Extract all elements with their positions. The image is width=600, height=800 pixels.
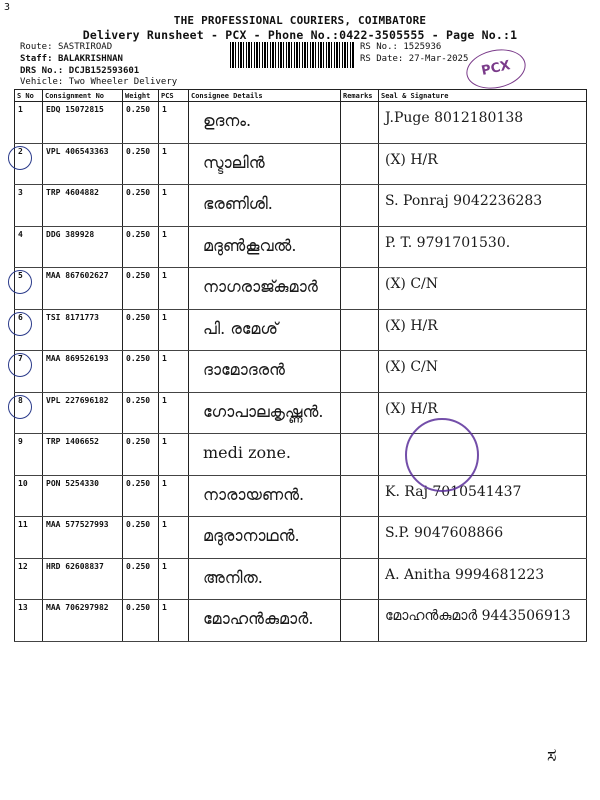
vehicle-label: Vehicle: — [20, 77, 64, 87]
consignee-handwriting: മോഹൻകുമാർ. — [203, 609, 314, 628]
drs-label: DRS No.: — [20, 66, 64, 76]
runsheet-table — [14, 89, 587, 642]
col-weight: Weight — [123, 90, 159, 102]
page-note: ಸ — [547, 745, 557, 766]
cell-weight: 0.250 — [123, 226, 159, 268]
cell-weight: 0.250 — [123, 309, 159, 351]
vehicle-line — [20, 77, 177, 88]
cell-pcs: 1 — [159, 475, 189, 517]
cell-consignee — [189, 434, 341, 476]
cell-sno: 3 — [15, 185, 43, 227]
table-row — [15, 143, 587, 185]
staff-value: BALAKRISHNAN — [57, 54, 123, 64]
seal-stamp — [405, 418, 479, 492]
cell-remarks — [341, 185, 379, 227]
signature-handwriting: S.P. 9047608866 — [385, 525, 504, 541]
cell-sno: 1 — [15, 102, 43, 144]
consignee-handwriting: മദുൺകൂവൽ. — [203, 235, 297, 255]
cell-signature — [379, 600, 587, 642]
cell-weight: 0.250 — [123, 143, 159, 185]
cell-remarks — [341, 102, 379, 144]
consignee-handwriting: അനിത. — [203, 567, 263, 587]
circled-number-mark — [8, 270, 32, 294]
rs-date-value: 27-Mar-2025 — [408, 54, 469, 64]
consignee-handwriting: ദാമോദരൻ — [203, 360, 285, 379]
cell-remarks — [341, 351, 379, 393]
cell-consignee — [189, 185, 341, 227]
consignee-handwriting: മദുരാനാഥൻ. — [203, 526, 300, 545]
col-remarks: Remarks — [341, 90, 379, 102]
cell-remarks — [341, 268, 379, 310]
cell-signature — [379, 143, 587, 185]
cell-remarks — [341, 517, 379, 559]
cell-consignment: MAA 577527993 — [43, 517, 123, 559]
cell-consignment: TRP 1406652 — [43, 434, 123, 476]
cell-remarks — [341, 143, 379, 185]
cell-consignee — [189, 268, 341, 310]
cell-sno: 13 — [15, 600, 43, 642]
cell-consignee — [189, 226, 341, 268]
table-row — [15, 268, 587, 310]
cell-consignee — [189, 143, 341, 185]
route-label: Route: — [20, 42, 53, 52]
cell-weight: 0.250 — [123, 351, 159, 393]
route-value: SASTRIROAD — [57, 42, 113, 52]
cell-consignment: VPL 227696182 — [43, 392, 123, 434]
cell-signature — [379, 351, 587, 393]
consignee-handwriting: ഉദനം. — [203, 111, 252, 130]
cell-consignment: PON 5254330 — [43, 475, 123, 517]
col-pcs: PCS — [159, 90, 189, 102]
col-sno: S No — [15, 90, 43, 102]
cell-signature — [379, 517, 587, 559]
consignee-handwriting: പി. രമേശ് — [203, 318, 278, 338]
cell-signature — [379, 102, 587, 144]
cell-consignee — [189, 600, 341, 642]
table-row — [15, 102, 587, 144]
cell-signature — [379, 226, 587, 268]
signature-handwriting: S. Ponraj 9042236283 — [385, 193, 543, 209]
signature-handwriting: (X) H/R — [385, 151, 438, 168]
cell-weight: 0.250 — [123, 102, 159, 144]
consignee-handwriting: നാരായണൻ. — [203, 484, 305, 504]
cell-sno: 10 — [15, 475, 43, 517]
cell-signature — [379, 558, 587, 600]
staff-line — [20, 54, 123, 65]
runsheet-subtitle: Delivery Runsheet - PCX - Phone No.:0422-3505555 - Page No.:1 — [82, 28, 518, 42]
cell-consignee — [189, 558, 341, 600]
cell-sno: 8 — [15, 392, 43, 434]
cell-signature — [379, 309, 587, 351]
table-row — [15, 600, 587, 642]
cell-sno: 4 — [15, 226, 43, 268]
rs-date-label: RS Date: — [360, 54, 404, 64]
consignee-handwriting: ഭരണിശി. — [203, 194, 273, 213]
cell-consignee — [189, 309, 341, 351]
cell-consignment: MAA 869526193 — [43, 351, 123, 393]
cell-remarks — [341, 434, 379, 476]
col-consignee: Consignee Details — [189, 90, 341, 102]
table-row — [15, 558, 587, 600]
cell-signature — [379, 475, 587, 517]
circled-number-mark — [8, 146, 32, 170]
consignee-handwriting: സ്ടാലിൻ — [203, 152, 265, 172]
cell-consignment: DDG 389928 — [43, 226, 123, 268]
cell-pcs: 1 — [159, 558, 189, 600]
cell-consignee — [189, 475, 341, 517]
cell-consignee — [189, 517, 341, 559]
consignee-handwriting: medi zone. — [203, 443, 292, 462]
route-line — [20, 42, 112, 53]
cell-consignee — [189, 102, 341, 144]
cell-pcs: 1 — [159, 185, 189, 227]
signature-handwriting: J.Puge 8012180138 — [385, 110, 524, 126]
cell-sno: 5 — [15, 268, 43, 310]
circled-number-mark — [8, 353, 32, 377]
signature-handwriting: (X) H/R — [385, 317, 438, 334]
signature-handwriting: K. Raj 7010541437 — [385, 483, 522, 500]
table-row — [15, 226, 587, 268]
cell-pcs: 1 — [159, 392, 189, 434]
signature-handwriting: മോഹൻകുമാർ 9443506913 — [385, 608, 571, 624]
table-header-row — [15, 90, 587, 102]
cell-sno: 9 — [15, 434, 43, 476]
vehicle-value: Two Wheeler Delivery — [68, 77, 178, 87]
cell-signature — [379, 268, 587, 310]
cell-remarks — [341, 600, 379, 642]
cell-weight: 0.250 — [123, 600, 159, 642]
signature-handwriting: A. Anitha 9994681223 — [385, 566, 545, 583]
cell-consignment: VPL 406543363 — [43, 143, 123, 185]
cell-consignment: HRD 62608837 — [43, 558, 123, 600]
table-row — [15, 185, 587, 227]
cell-consignee — [189, 392, 341, 434]
cell-pcs: 1 — [159, 143, 189, 185]
cell-weight: 0.250 — [123, 558, 159, 600]
table-row — [15, 517, 587, 559]
cell-signature — [379, 185, 587, 227]
rs-no-value: 1525936 — [403, 42, 442, 52]
cell-pcs: 1 — [159, 517, 189, 559]
company-title: THE PROFESSIONAL COURIERS, COIMBATORE — [173, 14, 427, 27]
cell-pcs: 1 — [159, 102, 189, 144]
cell-sno: 6 — [15, 309, 43, 351]
cell-pcs: 1 — [159, 600, 189, 642]
cell-consignment: MAA 867602627 — [43, 268, 123, 310]
table-row — [15, 309, 587, 351]
cell-consignee — [189, 351, 341, 393]
cell-remarks — [341, 309, 379, 351]
signature-handwriting: (X) H/R — [385, 400, 438, 417]
cell-remarks — [341, 475, 379, 517]
cell-sno: 12 — [15, 558, 43, 600]
cell-weight: 0.250 — [123, 185, 159, 227]
staff-label: Staff: — [20, 54, 53, 64]
table-row — [15, 392, 587, 434]
table-row — [15, 351, 587, 393]
cell-remarks — [341, 392, 379, 434]
circled-number-mark — [8, 312, 32, 336]
cell-weight: 0.250 — [123, 392, 159, 434]
signature-handwriting: (X) C/N — [385, 359, 439, 375]
corner-mark: 3 — [4, 2, 11, 13]
cell-weight: 0.250 — [123, 434, 159, 476]
drs-value: DCJB152593601 — [68, 66, 140, 76]
cell-sno: 2 — [15, 143, 43, 185]
cell-weight: 0.250 — [123, 475, 159, 517]
cell-sno: 11 — [15, 517, 43, 559]
signature-handwriting: P. T. 9791701530. — [385, 234, 511, 251]
cell-pcs: 1 — [159, 434, 189, 476]
barcode — [230, 42, 354, 68]
cell-sno: 7 — [15, 351, 43, 393]
rs-date-line — [360, 54, 468, 65]
cell-remarks — [341, 558, 379, 600]
cell-remarks — [341, 226, 379, 268]
consignee-handwriting: നാഗരാജ്കുമാർ — [203, 277, 318, 296]
drs-line — [20, 66, 139, 77]
col-signature: Seal & Signature — [379, 90, 587, 102]
cell-pcs: 1 — [159, 226, 189, 268]
circled-number-mark — [8, 395, 32, 419]
table-row — [15, 434, 587, 476]
cell-pcs: 1 — [159, 351, 189, 393]
rs-no-label: RS No.: — [360, 42, 398, 52]
signature-handwriting: (X) C/N — [385, 276, 439, 292]
cell-weight: 0.250 — [123, 268, 159, 310]
rs-no-line — [360, 42, 441, 53]
cell-consignment: TRP 4604882 — [43, 185, 123, 227]
cell-weight: 0.250 — [123, 517, 159, 559]
col-consignment: Consignment No — [43, 90, 123, 102]
table-row — [15, 475, 587, 517]
cell-consignment: MAA 706297982 — [43, 600, 123, 642]
cell-signature — [379, 392, 587, 434]
pcx-stamp: PCX — [463, 44, 530, 94]
consignee-handwriting: ഗോപാലകൃഷ്ണൻ. — [203, 401, 324, 421]
cell-consignment: TSI 8171773 — [43, 309, 123, 351]
cell-pcs: 1 — [159, 268, 189, 310]
cell-pcs: 1 — [159, 309, 189, 351]
cell-consignment: EDQ 15072815 — [43, 102, 123, 144]
